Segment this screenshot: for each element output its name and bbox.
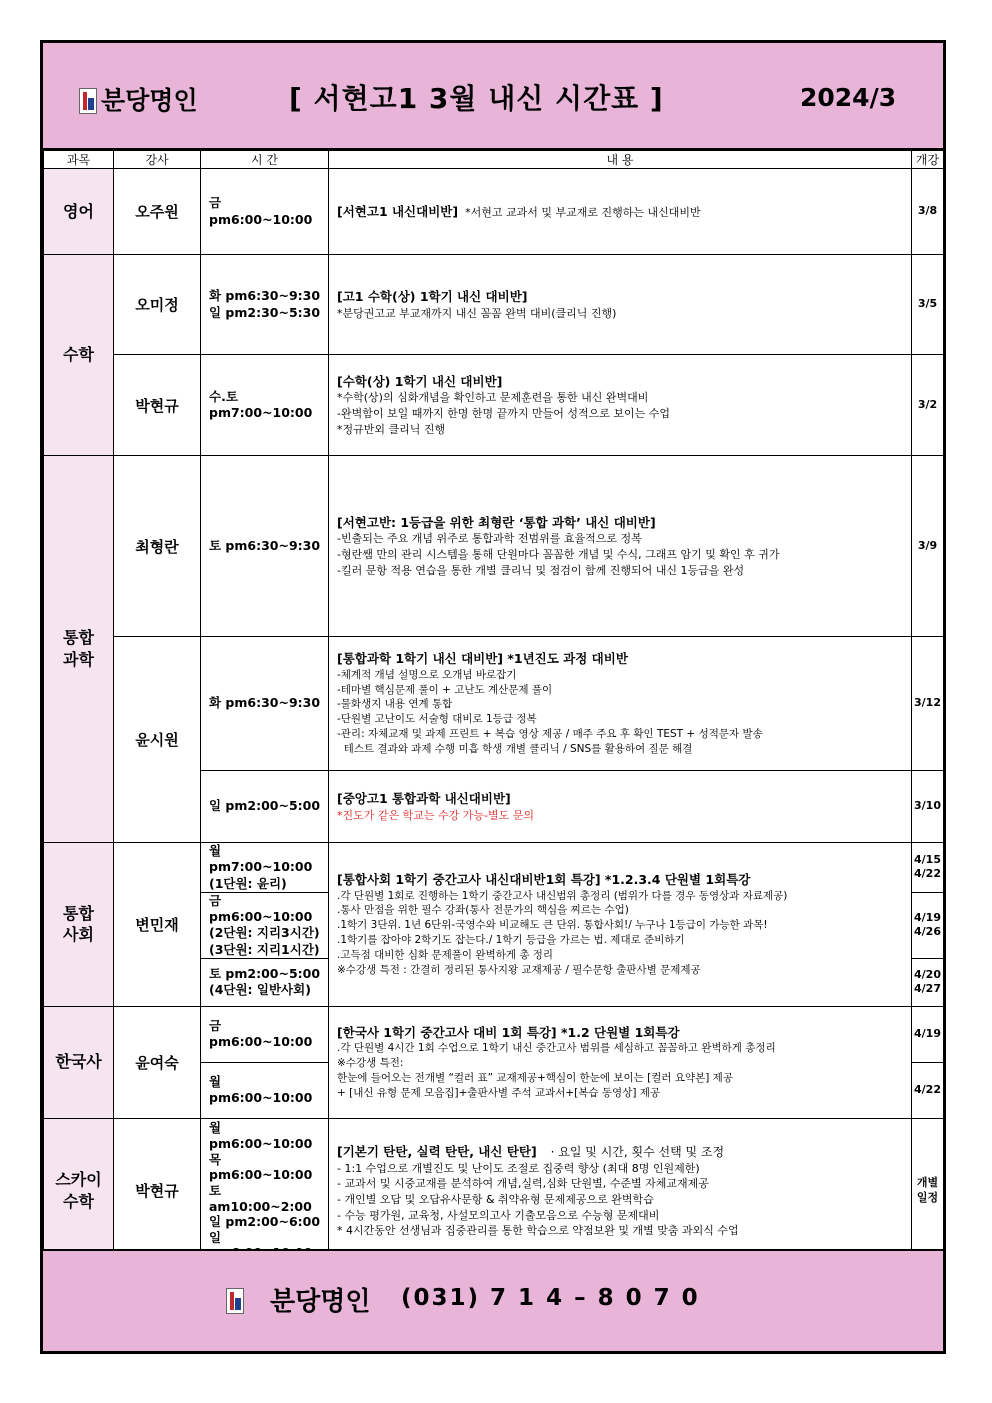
time-line: 일 pm2:00~6:00 xyxy=(209,1214,321,1230)
open-date-cell xyxy=(912,456,944,637)
class-title: [수학(상) 1학기 내신 대비반] xyxy=(337,373,503,389)
footer-logo-icon xyxy=(226,1288,244,1314)
content-line: - 교과서 및 시중교재를 분석하여 개념,실력,심화 단원별, 수준별 자체교재제공 xyxy=(337,1177,709,1191)
content-line: *정규반외 클리닉 진행 xyxy=(337,422,446,436)
subject-cell: 통합 사회 xyxy=(44,843,114,1007)
time-cell xyxy=(201,456,329,637)
col-header-subject: 과목 xyxy=(44,151,114,169)
content-line: -단원별 고난이도 서술형 대비로 1등급 정복 xyxy=(337,713,537,726)
open-date: 4/26 xyxy=(914,925,941,939)
header xyxy=(43,43,943,150)
time-line: 월 pm7:00~10:00 xyxy=(209,843,313,875)
footer xyxy=(43,1249,943,1351)
content-line: -킬러 문항 적용 연습을 통한 개별 클리닉 및 점검이 함께 진행되어 내신 1등급을 완성 xyxy=(337,563,745,577)
time-line: (3단원: 지리1시간) xyxy=(209,941,320,957)
time-line: 월 pm6:00~10:00 xyxy=(209,1120,313,1152)
time-line: 수.토 xyxy=(209,388,238,404)
class-title: [서현고1 내신대비반] xyxy=(337,203,459,219)
content-line: .고득점 대비한 심화 문제풀이 완벽하게 총 정리 xyxy=(337,949,554,962)
content-line: .통사 만점을 위한 필수 강좌(통사 전문가의 핵심을 찌르는 수업) xyxy=(337,904,629,917)
subject-cell: 한국사 xyxy=(44,1006,114,1118)
col-header-time: 시 간 xyxy=(201,151,329,169)
class-title: [기본기 탄탄, 실력 탄탄, 내신 탄탄] xyxy=(337,1143,537,1159)
content-line: -관리: 자체교재 및 과제 프린트 + 복습 영상 제공 / 매주 주요 후 확인 TEST + 성적문자 발송 xyxy=(337,728,763,741)
header-brand: 분당명인 xyxy=(101,86,198,115)
open-date-cell xyxy=(912,771,944,843)
time-cell xyxy=(201,1062,329,1118)
content-cell xyxy=(329,1006,912,1118)
content-line: -테마별 핵심문제 풀이 + 고난도 계산문제 풀이 xyxy=(337,683,553,696)
open-date: 4/19 xyxy=(914,1027,941,1041)
teacher-cell: 변민재 xyxy=(114,843,201,1007)
logo-icon xyxy=(79,88,97,114)
content-cell xyxy=(329,456,912,637)
time-line: 일 pm2:30~5:30 xyxy=(209,304,321,320)
content-line: ※수강생 특전: xyxy=(337,1057,404,1070)
subject-cell: 영어 xyxy=(44,169,114,255)
time-line: 목 pm6:00~10:00 xyxy=(209,1151,313,1183)
content-line: .1학기 3단위. 1년 6단위-국영수와 비교해도 큰 단위. 통합사회!/ 누구나 1등급이 가능한 과목! xyxy=(337,919,768,932)
time-cell xyxy=(201,1006,329,1062)
content-line: -빈출되는 주요 개념 위주로 통합과학 전범위를 효율적으로 정복 xyxy=(337,532,642,546)
open-date: 3/10 xyxy=(914,799,941,813)
subject-cell: 스카이 수학 xyxy=(44,1118,114,1263)
class-title: [통합사회 1학기 중간고사 내신대비반1회 특강] *1.2.3.4 단원별 1회특강 xyxy=(337,871,751,887)
class-title: [고1 수학(상) 1학기 내신 대비반] xyxy=(337,288,528,304)
content-cell xyxy=(329,771,912,843)
time-cell xyxy=(201,843,329,893)
open-date: 일정 xyxy=(916,1190,939,1204)
time-line: pm7:00~10:00 xyxy=(209,405,313,420)
time-line: (4단원: 일반사회) xyxy=(209,982,311,998)
teacher-cell: 박현규 xyxy=(114,1118,201,1263)
footer-phone: (031) 7 1 4 – 8 0 7 0 xyxy=(401,1285,700,1311)
teacher-cell: 최형란 xyxy=(114,456,201,637)
open-date-cell xyxy=(912,637,944,771)
table-row xyxy=(44,637,944,771)
class-note: · 요일 및 시간, 횟수 선택 및 조정 xyxy=(550,1144,725,1159)
open-date-cell xyxy=(912,355,944,456)
open-date: 3/12 xyxy=(914,696,941,710)
open-date: 3/5 xyxy=(917,297,938,311)
col-header-content: 내 용 xyxy=(329,151,912,169)
time-line: 금 pm6:00~10:00 xyxy=(209,195,313,227)
teacher-cell: 박현규 xyxy=(114,355,201,456)
open-date: 3/2 xyxy=(917,397,938,411)
class-note: *서현고 교과서 및 부교재로 진행하는 내신대비반 xyxy=(465,205,701,219)
open-date: 4/19 xyxy=(914,910,941,924)
open-date: 4/20 xyxy=(914,967,941,981)
col-header-teacher: 강사 xyxy=(114,151,201,169)
time-line: 토 pm2:00~5:00 xyxy=(209,966,321,981)
class-title: [서현고반: 1등급을 위한 최형란 ‘통합 과학’ 내신 대비반] xyxy=(337,514,656,530)
open-date-cell xyxy=(912,169,944,255)
class-title: [통합과학 1학기 내신 대비반] *1년진도 과정 대비반 xyxy=(337,650,628,666)
subject-cell: 통합 과학 xyxy=(44,456,114,843)
content-cell xyxy=(329,355,912,456)
open-date-cell xyxy=(912,843,944,893)
content-line: 테스트 결과와 과제 수행 미흡 학생 개별 클리닉 / SNS를 활용하여 질문 해결 xyxy=(337,743,693,756)
schedule-table xyxy=(43,150,944,1264)
content-line: + [내신 유형 문제 모음집]+출판사별 주석 교과서+[복습 동영상] 제공 xyxy=(337,1087,661,1100)
time-line: 일 pm2:00~5:00 xyxy=(209,798,321,814)
page-title: [ 서현고1 3월 내신 시간표 ] xyxy=(289,82,664,115)
content-line: -형란쌤 만의 관리 시스템을 통해 단원마다 꼼꼼한 개념 및 수식, 그래프 암기 및 확인 후 귀가 xyxy=(337,548,780,562)
time-cell xyxy=(201,169,329,255)
table-row xyxy=(44,1118,944,1263)
open-date-cell xyxy=(912,1118,944,1263)
time-line: 월 pm6:00~10:00 xyxy=(209,1074,313,1106)
time-line: 일 xyxy=(209,1229,222,1245)
time-line: (2단원: 지리3시간) xyxy=(209,925,320,941)
content-cell xyxy=(329,637,912,771)
open-date-cell xyxy=(912,1006,944,1062)
table-row xyxy=(44,169,944,255)
time-cell xyxy=(201,958,329,1006)
content-line: - 1:1 수업으로 개별진도 및 난이도 조절로 집중력 향상 (최대 8명 인원제한) xyxy=(337,1161,700,1175)
open-date-cell xyxy=(912,892,944,958)
footer-brand: 분당명인 xyxy=(270,1287,371,1317)
table-row xyxy=(44,1006,944,1062)
teacher-cell: 오미정 xyxy=(114,255,201,355)
time-line: (1단원: 윤리) xyxy=(209,875,287,891)
time-line: 금 pm6:00~10:00 xyxy=(209,892,313,924)
class-title: [중앙고1 통합과학 내신대비반] xyxy=(337,790,511,806)
content-line-notice: *진도가 같은 학교는 수강 가능-별도 문의 xyxy=(337,808,534,822)
content-line: 한눈에 들어오는 전개별 “컬러 표” 교재제공+핵심이 한눈에 보이는 [컬러 요약본] 제공 xyxy=(337,1072,733,1085)
table-row xyxy=(44,355,944,456)
open-date: 개별 xyxy=(916,1176,939,1190)
content-line: -완벽함이 보일 때까지 한명 한명 끝까지 만들어 성적으로 보이는 수업 xyxy=(337,407,670,421)
time-cell xyxy=(201,771,329,843)
content-line: * 4시간동안 선생님과 집중관리를 통한 학습으로 약점보완 및 개별 맞춤 과외식 수업 xyxy=(337,1224,739,1238)
content-cell xyxy=(329,1118,912,1263)
time-line: 토 pm6:30~9:30 xyxy=(209,537,321,553)
teacher-cell: 윤여숙 xyxy=(114,1006,201,1118)
time-line: 화 pm6:30~9:30 xyxy=(209,695,321,711)
col-header-open: 개강 xyxy=(912,151,944,169)
content-line: -체계적 개념 설명으로 오개념 바로잡기 xyxy=(337,668,517,681)
teacher-cell: 윤시원 xyxy=(114,637,201,843)
content-cell xyxy=(329,255,912,355)
content-line: -물화생지 내용 연계 통합 xyxy=(337,698,453,711)
time-line: 화 pm6:30~9:30 xyxy=(209,288,321,304)
time-cell xyxy=(201,255,329,355)
content-line: .각 단원별 4시간 1회 수업으로 1학기 내신 중간고사 범위를 세심하고 꼼꼼하고 완벽하게 총정리 xyxy=(337,1042,776,1055)
teacher-cell: 오주원 xyxy=(114,169,201,255)
time-cell xyxy=(201,892,329,958)
time-cell xyxy=(201,637,329,771)
open-date: 3/9 xyxy=(917,538,938,552)
content-line: *분당권고교 부교재까지 내신 꼼꼼 완벽 대비(클리닉 진행) xyxy=(337,306,617,320)
open-date: 4/22 xyxy=(914,867,941,881)
open-date-cell xyxy=(912,1062,944,1118)
content-line: .1학기를 잡아야 2학기도 잡는다./ 1학기 등급을 가르는 법. 제대로 준비하기 xyxy=(337,934,685,947)
class-title: [한국사 1학기 중간고사 대비 1회 특강] *1.2 단원별 1회특강 xyxy=(337,1024,680,1040)
time-line: 금 pm6:00~10:00 xyxy=(209,1018,313,1050)
content-cell xyxy=(329,169,912,255)
content-line: ※수강생 특전 : 간결히 정리된 통사지왕 교재제공 / 필수문항 출판사별 문제제공 xyxy=(337,964,701,977)
timetable-frame xyxy=(40,40,946,1354)
time-cell xyxy=(201,355,329,456)
open-date-cell xyxy=(912,958,944,1006)
open-date: 4/22 xyxy=(914,1083,941,1097)
open-date: 4/27 xyxy=(914,982,941,996)
table-row xyxy=(44,255,944,355)
content-line: .각 단원별 1회로 진행하는 1학기 중간고사 내신범위 총정리 (범위가 다를 경우 동영상과 자료제공) xyxy=(337,889,788,902)
time-cell xyxy=(201,1118,329,1263)
content-line: - 수능 평가원, 교육청, 사설모의고사 기출모음으로 수능형 문제대비 xyxy=(337,1208,660,1222)
open-date-cell xyxy=(912,255,944,355)
open-date: 4/15 xyxy=(914,853,941,867)
open-date: 3/8 xyxy=(917,204,938,218)
time-line: 토 am10:00~2:00 xyxy=(209,1182,312,1214)
header-date: 2024/3 xyxy=(800,83,897,112)
content-line: *수학(상)의 심화개념을 확인하고 문제훈련을 통한 내신 완벽대비 xyxy=(337,391,649,405)
table-row xyxy=(44,456,944,637)
table-row xyxy=(44,843,944,893)
content-cell xyxy=(329,843,912,1007)
table-header-row xyxy=(44,151,944,169)
content-line: - 개인별 오답 및 오답유사문항 & 취약유형 문제제공으로 완벽학습 xyxy=(337,1192,654,1206)
subject-cell: 수학 xyxy=(44,255,114,456)
